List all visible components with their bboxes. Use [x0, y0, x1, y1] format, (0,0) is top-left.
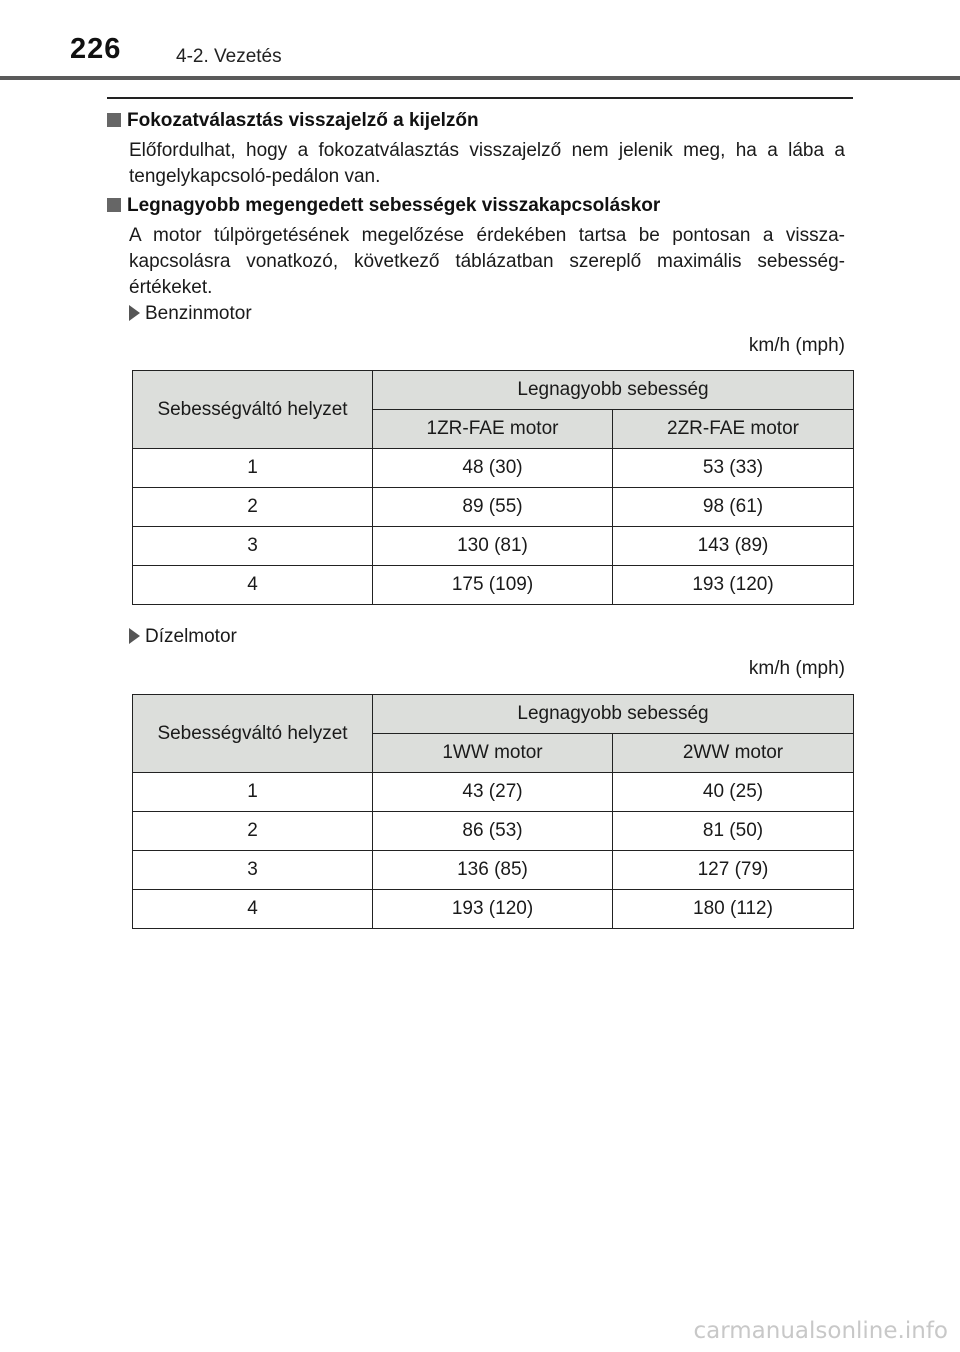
speed-cell: 48 (30) [373, 449, 613, 488]
triangle-bullet-icon [129, 305, 140, 321]
gear-cell: 2 [133, 812, 373, 851]
header-engine-2: 2WW motor [613, 734, 854, 773]
gear-cell: 3 [133, 527, 373, 566]
gear-cell: 1 [133, 449, 373, 488]
header-gear-position: Sebességváltó helyzet [133, 695, 373, 773]
header-max-speed: Legnagyobb sebesség [373, 695, 854, 734]
petrol-speed-table [132, 370, 854, 605]
header-engine-1: 1WW motor [373, 734, 613, 773]
gear-cell: 4 [133, 890, 373, 929]
petrol-label: Benzinmotor [145, 303, 252, 324]
table-row [133, 527, 854, 566]
speed-cell: 98 (61) [613, 488, 854, 527]
petrol-unit-label: km/h (mph) [748, 335, 845, 356]
gear-cell: 3 [133, 851, 373, 890]
speed-cell: 193 (120) [373, 890, 613, 929]
table-row [133, 890, 854, 929]
diesel-unit-label: km/h (mph) [748, 658, 845, 679]
section-heading-text: Fokozatválasztás visszajelző a kijelzőn [127, 110, 479, 131]
section-heading-gear-indicator [107, 110, 479, 132]
speed-cell: 130 (81) [373, 527, 613, 566]
section-heading-text: Legnagyobb megengedett sebességek visszakapcsoláskor [127, 195, 661, 216]
header-gear-position: Sebességváltó helyzet [133, 371, 373, 449]
speed-cell: 127 (79) [613, 851, 854, 890]
section-body-max-speeds: A motor túlpörgetésének megelőzése érdekében tartsa be pontosan a vissza-kapcsolásra vonatkozó, következő táblázatban szereplő maximális sebesség-értékeket. [129, 225, 845, 298]
header-engine-1: 1ZR-FAE motor [373, 410, 613, 449]
header-engine-2: 2ZR-FAE motor [613, 410, 854, 449]
chapter-title: 4-2. Vezetés [176, 46, 282, 67]
table-row [133, 449, 854, 488]
triangle-bullet-icon [129, 628, 140, 644]
gear-cell: 4 [133, 566, 373, 605]
square-bullet-icon [107, 113, 121, 127]
table-row [133, 773, 854, 812]
table-row [133, 851, 854, 890]
speed-cell: 86 (53) [373, 812, 613, 851]
diesel-speed-table [132, 694, 854, 929]
diesel-subheading [129, 626, 237, 648]
square-bullet-icon [107, 198, 121, 212]
page-header [0, 0, 960, 82]
speed-cell: 81 (50) [613, 812, 854, 851]
gear-cell: 2 [133, 488, 373, 527]
speed-cell: 89 (55) [373, 488, 613, 527]
gear-cell: 1 [133, 773, 373, 812]
watermark: carmanualsonline.info [693, 1318, 948, 1344]
speed-cell: 143 (89) [613, 527, 854, 566]
section-heading-max-speeds [107, 195, 660, 217]
header-max-speed: Legnagyobb sebesség [373, 371, 854, 410]
speed-cell: 175 (109) [373, 566, 613, 605]
petrol-subheading [129, 303, 252, 325]
speed-cell: 40 (25) [613, 773, 854, 812]
diesel-label: Dízelmotor [145, 626, 237, 647]
header-divider [0, 76, 960, 80]
speed-cell: 193 (120) [613, 566, 854, 605]
speed-cell: 53 (33) [613, 449, 854, 488]
section-body-gear-indicator: Előfordulhat, hogy a fokozatválasztás visszajelző nem jelenik meg, ha a lába a tengelykapcsoló-pedálon van. [129, 140, 845, 187]
speed-cell: 180 (112) [613, 890, 854, 929]
section-divider [107, 97, 853, 99]
table-row [133, 812, 854, 851]
table-row [133, 488, 854, 527]
speed-cell: 43 (27) [373, 773, 613, 812]
table-row [133, 566, 854, 605]
page-number: 226 [70, 33, 122, 65]
speed-cell: 136 (85) [373, 851, 613, 890]
